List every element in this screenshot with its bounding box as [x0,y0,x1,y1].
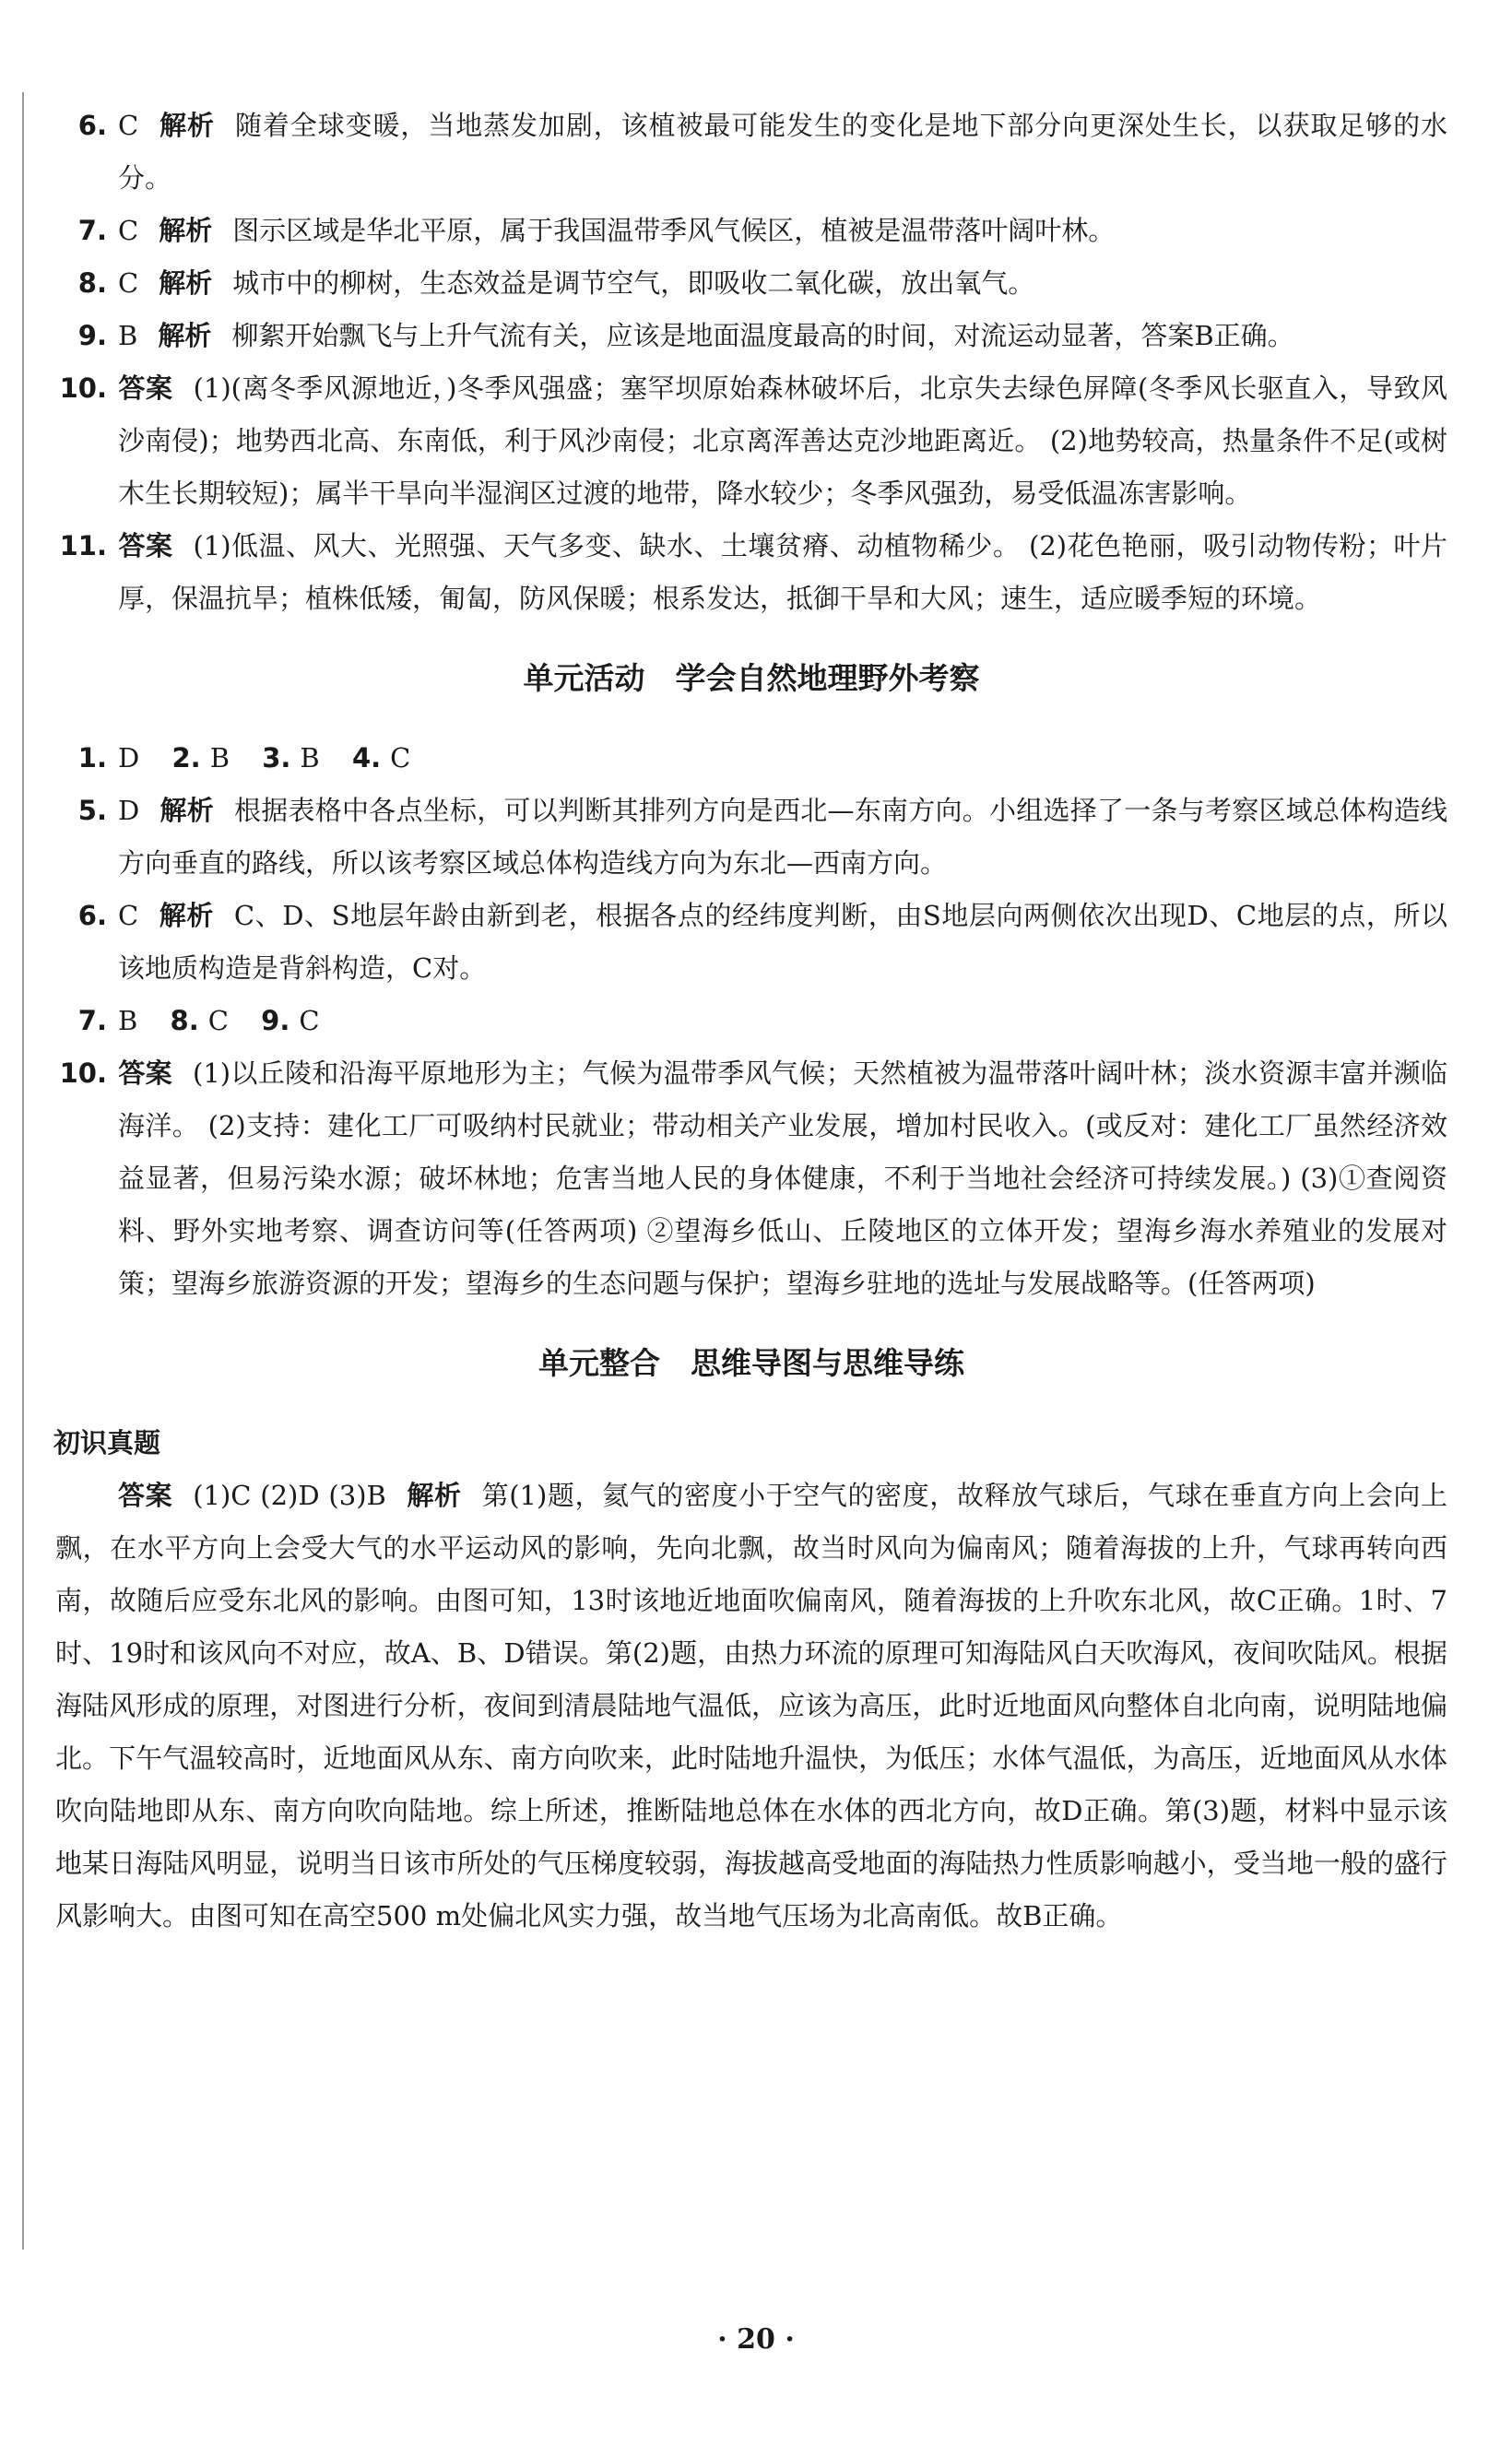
mcq-number: 2. [171,742,201,774]
mcq-choice: B [209,742,230,774]
answer-item-7 [55,205,1447,257]
answer-item-5 [55,785,1447,890]
item-number: 10. [59,1057,107,1089]
mcq-answer-row [55,732,1447,785]
item-number: 8. [77,267,107,299]
mcq-number: 7. [77,1005,107,1036]
item-label: 答案 [118,372,173,404]
mcq-answer [55,995,137,1047]
item-answer: D [118,795,140,826]
item-label: 答案 [118,1057,172,1089]
mcq-choice: B [118,1005,138,1036]
item-label: 解析 [406,1480,462,1511]
section-title: 单元活动 学会自然地理野外考察 [523,660,980,696]
mcq-answer [262,732,320,785]
item-answer: C [118,215,139,246]
item-number: 6. [77,110,107,141]
item-label: 解析 [159,900,214,931]
item-label: 解析 [159,215,213,246]
item-text: 城市中的柳树，生态效益是调节空气，即吸收二氧化碳，放出氧气。 [232,267,1035,299]
section-title: 单元整合 思维导图与思维导练 [538,1345,964,1381]
final-text: 第(1)题，氦气的密度小于空气的密度，故释放气球后，气球在垂直方向上会向上飘，在水平方向上会受大气的水平运动风的影响，先向北飘，故当时风向为偏南风；随着海拔的上升，气球再转向西南，故随后应受东北风的影响。由图可知，13时该地近地面吹偏南风，随着海拔的上升吹东北风，故C正确。1时、7时、19时和该风向不对应，故A、B、D错误。第(2)题，由热力环流的原理可知海陆风白天吹海风，夜间吹陆风。根据海陆风形成的原理，对图进行分析，夜间到清晨陆地气温低，应该为高压，此时近地面风向整体自北向南，说明陆地偏北。下午气温较高时，近地面风从东、南方向吹来，此时陆地升温快，为低压；水体气温低，为高压，近地面风从水体吹向陆地即从东、南方向吹向陆地。综上所述，推断陆地总体在水体的西北方向，故D正确。第(3)题，材料中显示该地某日海陆风明显，说明当日该市所处的气压梯度较弱，海拔越高受地面的海陆热力性质影响越小，受当地一般的盛行风影响大。由图可知在高空500 m处偏北风实力强，故当地气压场为北高南低。故B正确。 [55,1480,1447,1931]
answer-item-6 [55,100,1447,205]
item-label: 解析 [159,110,215,141]
item-answer: C [118,110,139,141]
mcq-answer [55,732,139,785]
mcq-number: 9. [261,1005,290,1036]
mcq-choice: B [300,742,320,774]
item-text: (1)以丘陵和沿海平原地形为主；气候为温带季风气候；天然植被为温带落叶阔叶林；淡水资源丰富并濒临海洋。 (2)支持：建化工厂可吸纳村民就业；带动相关产业发展，增加村民收入。(或反对：建化工厂虽然经济效益显著，但易污染水源；破坏林地；危害当地人民的身体健康，不利于当地社会经济可持续发展。) (3)①查阅资料、野外实地考察、调查访问等(任答两项) ②望海乡低山、丘陵地区的立体开发；望海乡海水养殖业的发展对策；望海乡旅游资源的开发；望海乡的生态问题与保护；望海乡驻地的选址与发展战略等。(任答两项) [118,1057,1447,1299]
item-number: 10. [59,372,107,404]
item-label: 解析 [159,795,215,826]
item-number: 7. [77,215,107,246]
sub-heading: 初识真题 [53,1427,161,1459]
final-answer-paragraph [55,1470,1447,1943]
answer-item-9 [55,310,1447,362]
answer-item-6b [55,890,1447,995]
mcq-answer-row [55,995,1447,1047]
item-answer: C [118,900,139,931]
mcq-choice: C [207,1005,229,1036]
mcq-answer [261,995,319,1047]
answer-item-8 [55,257,1447,310]
item-text: (1)低温、风大、光照强、天气多变、缺水、土壤贫瘠、动植物稀少。 (2)花色艳丽，吸引动物传粉；叶片厚，保温抗旱；植株低矮，匍匐，防风保暖；根系发达，抵御干旱和大风；速生，适应暖季短的环境。 [118,530,1447,614]
answer-item-10b [55,1047,1447,1310]
mcq-number: 3. [262,742,291,774]
item-text: 根据表格中各点坐标，可以判断其排列方向是西北—东南方向。小组选择了一条与考察区域总体构造线方向垂直的路线，所以该考察区域总体构造线方向为东北—西南方向。 [118,795,1447,879]
item-label: 答案 [118,530,173,561]
mcq-number: 1. [77,742,107,774]
mcq-answer [352,732,410,785]
item-answer: C [118,267,139,299]
mcq-choice: C [299,1005,320,1036]
item-text: (1)(离冬季风源地近，)冬季风强盛；塞罕坝原始森林破坏后，北京失去绿色屏障(冬季风长驱直入，导致风沙南侵)；地势西北高、东南低，利于风沙南侵；北京离浑善达克沙地距离近。 (2)地势较高，热量条件不足(或树木生长期较短)；属半干旱向半湿润区过渡的地带，降水较少；冬季风强劲，易受低温冻害影响。 [118,372,1447,509]
left-margin-rule [22,92,24,2250]
answer-item-10 [55,362,1447,520]
mcq-number: 8. [170,1005,199,1036]
item-number: 5. [77,795,107,826]
answer-item-11 [55,520,1447,625]
item-text: 柳絮开始飘飞与上升气流有关，应该是地面温度最高的时间，对流运动显著，答案B正确。 [231,320,1294,351]
item-text: 图示区域是华北平原，属于我国温带季风气候区，植被是温带落叶阔叶林。 [232,215,1116,246]
item-number: 6. [77,900,107,931]
page-number: · 20 · [717,2323,795,2356]
item-answer: B [118,320,138,351]
mcq-answer [171,732,230,785]
item-text: 随着全球变暖，当地蒸发加剧，该植被最可能发生的变化是地下部分向更深处生长，以获取足够的水分。 [118,110,1447,194]
mcq-choice: D [118,742,140,774]
answer-content [55,100,1447,1943]
mcq-choice: C [390,742,411,774]
mcq-number: 4. [351,742,382,774]
item-number: 9. [77,320,107,351]
item-label: 答案 [118,1480,173,1511]
mcq-answer [171,995,229,1047]
item-label: 解析 [159,267,213,299]
item-text: C、D、S地层年龄由新到老，根据各点的经纬度判断，由S地层向两侧依次出现D、C地层的点，所以该地质构造是背斜构造，C对。 [118,900,1447,984]
item-label: 解析 [158,320,212,351]
item-number: 11. [59,530,107,561]
final-answers: (1)C (2)D (3)B [193,1480,386,1511]
